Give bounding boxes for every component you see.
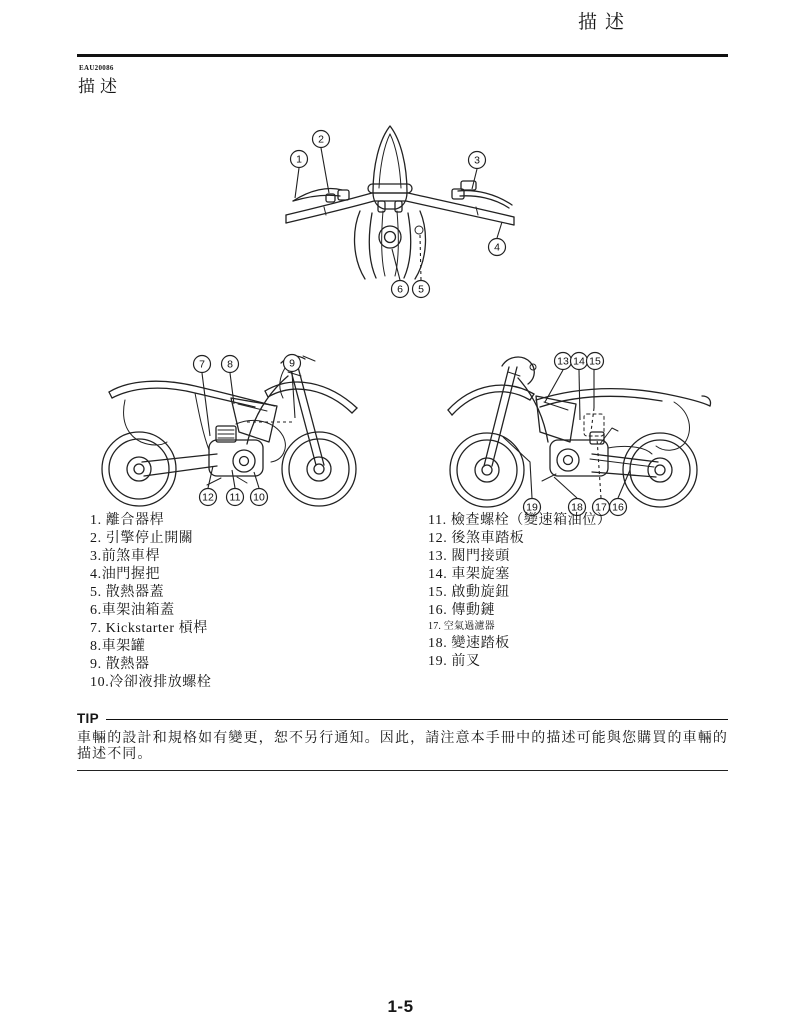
tip-label: TIP (77, 711, 99, 726)
svg-text:10: 10 (253, 491, 265, 504)
parts-list-item: 8.車架罐 (90, 639, 146, 654)
callout-4 (489, 239, 506, 256)
svg-text:17: 17 (595, 501, 607, 514)
svg-text:3: 3 (474, 154, 480, 167)
callout-10 (251, 489, 268, 506)
parts-list-item: 16. 傳動鏈 (428, 603, 496, 618)
svg-text:5: 5 (418, 283, 424, 296)
parts-list-item: 12. 後煞車踏板 (428, 531, 525, 546)
svg-text:2: 2 (318, 133, 324, 146)
page-number: 1-5 (387, 997, 414, 1016)
callout-11 (227, 489, 244, 506)
svg-text:8: 8 (227, 358, 233, 371)
parts-list-item: 9. 散熱器 (90, 657, 150, 672)
callout-14 (571, 353, 588, 370)
svg-text:14: 14 (573, 355, 585, 368)
callout-12 (200, 489, 217, 506)
callout-3 (469, 152, 486, 169)
header-rule (77, 54, 728, 57)
callout-1 (291, 151, 308, 168)
tip-bottom-rule (77, 770, 728, 771)
figure-handlebar-view (280, 118, 528, 303)
callout-6 (392, 281, 409, 298)
figure-left-side-view (95, 350, 370, 515)
parts-list-item: 1. 離合器桿 (90, 513, 165, 528)
svg-text:9: 9 (289, 357, 295, 370)
handlebar-drawing (286, 126, 514, 279)
parts-list-item: 10.冷卻液排放螺栓 (90, 675, 212, 690)
svg-text:15: 15 (589, 355, 601, 368)
svg-text:13: 13 (557, 355, 569, 368)
callout-13 (555, 353, 572, 370)
parts-list-item: 15. 啟動旋鈕 (428, 585, 510, 600)
parts-list-item: 18. 變速踏板 (428, 636, 510, 651)
callout-15 (587, 353, 604, 370)
svg-text:18: 18 (571, 501, 583, 514)
parts-list-item: 14. 車架旋塞 (428, 567, 510, 582)
callout-16 (610, 499, 627, 516)
tip-rule (106, 719, 728, 720)
svg-text:12: 12 (202, 491, 214, 504)
section-title: 描述 (78, 77, 122, 96)
svg-text:19: 19 (526, 501, 538, 514)
svg-text:16: 16 (612, 501, 624, 514)
parts-list-right (428, 512, 611, 671)
svg-text:1: 1 (296, 153, 302, 166)
callout-2 (313, 131, 330, 148)
callout-8 (222, 356, 239, 373)
parts-list-item: 17. 空氣過濾器 (428, 621, 495, 632)
parts-list-item: 13. 閥門接頭 (428, 549, 510, 564)
parts-list-item: 3.前煞車桿 (90, 549, 161, 564)
section-code: EAU20086 (79, 64, 114, 72)
parts-list-left (90, 512, 212, 692)
parts-list-item: 19. 前叉 (428, 654, 481, 669)
callout-7 (194, 356, 211, 373)
parts-list-item: 6.車架油箱蓋 (90, 603, 175, 618)
parts-list-item: 2. 引擎停止開關 (90, 531, 194, 546)
figure-right-side-view (440, 350, 720, 518)
right-bike-callouts (524, 353, 627, 516)
tip-text: 車輛的設計和規格如有變更，恕不另行通知。因此，請注意本手冊中的描述可能與您購買的車輛的描述不同。 (77, 731, 728, 762)
page-header-title: 描述 (578, 12, 633, 33)
left-bike-drawing (102, 356, 357, 506)
callout-9 (284, 355, 301, 372)
parts-list-item: 5. 散熱器蓋 (90, 585, 165, 600)
parts-list-item: 7. Kickstarter 槓桿 (90, 621, 208, 636)
svg-text:7: 7 (199, 358, 205, 371)
parts-list-item: 4.油門握把 (90, 567, 161, 582)
parts-list-item: 11. 檢查螺栓（變速箱油位） (428, 513, 612, 528)
tip-block (77, 711, 728, 762)
svg-text:4: 4 (494, 241, 500, 254)
svg-text:11: 11 (229, 491, 241, 504)
svg-text:6: 6 (397, 283, 403, 296)
callout-5 (413, 281, 430, 298)
